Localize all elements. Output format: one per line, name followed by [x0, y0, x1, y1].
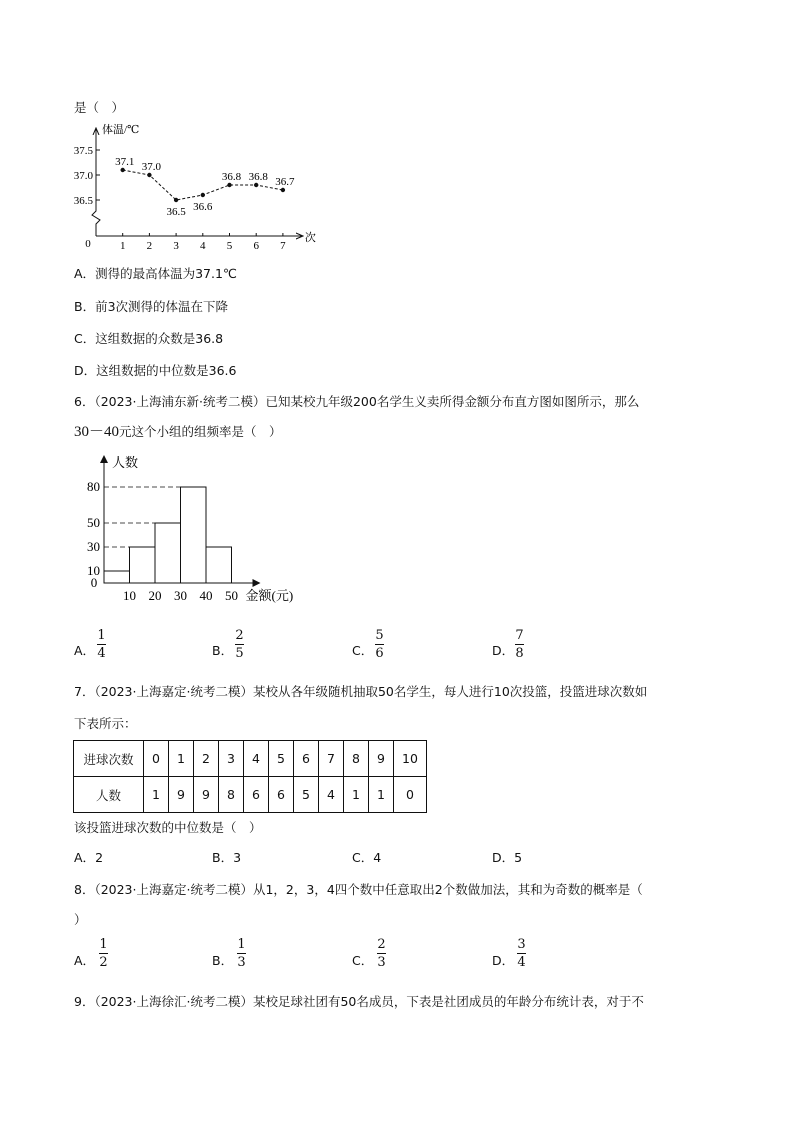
x-axis-label: 次	[304, 232, 316, 244]
q6-option-d-letter[interactable]: D．	[492, 643, 515, 658]
histogram-bar	[181, 487, 207, 583]
table-cell: 5	[269, 741, 294, 777]
x-tick-label: 30	[174, 588, 187, 603]
table-cell: 10	[394, 741, 427, 777]
question-text: 元这个小组的组频率是（ ）	[119, 424, 282, 439]
q7-option-c[interactable]	[352, 848, 381, 866]
x-tick-label: 40	[199, 588, 213, 603]
table-cell: 9	[194, 777, 219, 813]
table-cell: 9	[369, 741, 394, 777]
q8-option-a-fraction	[99, 938, 108, 969]
denominator: 8	[515, 646, 524, 661]
q5-option-b[interactable]	[74, 297, 228, 315]
q6-line1	[74, 392, 639, 410]
table-row	[74, 777, 427, 813]
q6-option-b-fraction	[235, 629, 244, 660]
data-label: 36.8	[221, 171, 242, 183]
option-text: 前3次测得的体温在下降	[95, 299, 229, 314]
option-letter: C．	[352, 850, 374, 865]
question-number: 7．	[74, 684, 95, 699]
data-point	[174, 198, 178, 202]
numerator: 2	[377, 937, 386, 952]
table-row	[74, 741, 427, 777]
x-tick-label: 6	[253, 240, 259, 252]
q5-option-d[interactable]	[74, 361, 236, 379]
question-number: 8．	[74, 882, 95, 897]
q6-option-b-letter[interactable]: B．	[212, 643, 234, 658]
data-point	[121, 168, 125, 172]
q5-option-c[interactable]	[74, 329, 223, 347]
table-cell: 0	[394, 777, 427, 813]
numerator: 1	[237, 937, 246, 952]
question-text: 某校足球社团有50名成员，下表是社团成员的年龄分布统计表，对于不	[252, 994, 644, 1009]
table-cell: 9	[169, 777, 194, 813]
q8-option-b-fraction	[237, 938, 246, 969]
y-axis-label: 人数	[112, 455, 139, 470]
table-header-cell: 人数	[74, 777, 144, 813]
q8-option-c-letter[interactable]: C．	[352, 953, 374, 968]
x-axis-label: 金额(元)	[245, 588, 294, 603]
question-source: （2023·上海浦东新·统考二模）	[94, 394, 266, 409]
numerator: 1	[99, 937, 108, 952]
option-letter: D．	[74, 363, 97, 378]
data-point	[147, 173, 151, 177]
table-cell: 1	[344, 777, 369, 813]
option-text: 3	[233, 850, 242, 865]
y-tick-label: 10	[87, 563, 100, 578]
option-text: 4	[373, 850, 382, 865]
denominator: 5	[235, 646, 244, 661]
y-tick-label: 37.0	[74, 170, 93, 182]
table-cell: 3	[219, 741, 244, 777]
q8-option-b-letter[interactable]: B．	[212, 953, 234, 968]
table-header-cell: 进球次数	[74, 741, 144, 777]
q6-option-c-letter[interactable]: C．	[352, 643, 374, 658]
numerator: 1	[97, 628, 106, 643]
y-tick-label: 36.5	[74, 195, 93, 207]
table-cell: 1	[169, 741, 194, 777]
q9-line1	[74, 992, 644, 1010]
temperature-line-chart	[74, 118, 334, 253]
table-cell: 1	[369, 777, 394, 813]
table-cell: 4	[244, 741, 269, 777]
option-letter: A．	[74, 266, 96, 281]
question-source: （2023·上海徐汇·统考二模）	[94, 994, 253, 1009]
y-tick-label: 30	[87, 539, 100, 554]
data-label: 36.8	[248, 171, 268, 183]
x-tick-label: 5	[226, 240, 233, 252]
q7-option-d[interactable]	[492, 848, 522, 866]
q6-option-a-fraction	[97, 629, 106, 660]
table-cell: 5	[294, 777, 319, 813]
option-text: 测得的最高体温为37.1℃	[95, 266, 237, 281]
origin-label: 0	[85, 238, 91, 250]
x-tick-label: 4	[200, 240, 206, 252]
q8-line1	[74, 880, 643, 898]
q5-stem-tail: 是（ ）	[74, 100, 125, 115]
data-label: 37.0	[141, 161, 162, 173]
q7-question: 该投篮进球次数的中位数是（ ）	[74, 820, 262, 835]
data-point	[281, 188, 285, 192]
question-text: 已知某校九年级200名学生义卖所得金额分布直方图如图所示，那么	[265, 394, 640, 409]
option-letter: B．	[74, 299, 96, 314]
table-cell: 7	[319, 741, 344, 777]
option-text: 2	[95, 850, 104, 865]
y-tick-label: 37.5	[74, 145, 93, 157]
q7-line1	[74, 682, 647, 700]
x-tick-label: 10	[123, 588, 136, 603]
q8-option-c-fraction	[377, 938, 386, 969]
q8-option-d-fraction	[517, 938, 526, 969]
q8-line2: ）	[74, 912, 87, 927]
table-cell: 8	[344, 741, 369, 777]
x-tick-label: 3	[173, 240, 179, 252]
numerator: 2	[235, 628, 244, 643]
table-cell: 1	[144, 777, 169, 813]
histogram-bar	[104, 571, 130, 583]
numerator: 5	[375, 628, 384, 643]
question-source: （2023·上海嘉定·统考二模）	[94, 684, 253, 699]
q6-option-a-letter[interactable]: A．	[74, 643, 96, 658]
question-number: 9．	[74, 994, 95, 1009]
q7-line2: 下表所示：	[74, 716, 137, 731]
y-tick-label: 80	[87, 479, 100, 494]
numerator: 7	[515, 628, 524, 643]
x-tick-label: 50	[225, 588, 238, 603]
data-point	[254, 183, 258, 187]
denominator: 6	[375, 646, 384, 661]
y-axis-label: 体温/℃	[102, 124, 140, 136]
q8-option-d-letter[interactable]: D．	[492, 953, 515, 968]
x-tick-label: 20	[148, 588, 162, 603]
data-point	[201, 193, 205, 197]
y-tick-label: 50	[87, 515, 100, 530]
shots-table	[73, 740, 427, 813]
x-tick-label: 1	[119, 240, 126, 252]
question-number: 6．	[74, 394, 95, 409]
table-cell: 6	[269, 777, 294, 813]
table-cell: 2	[194, 741, 219, 777]
option-text: 这组数据的众数是36.8	[95, 331, 224, 346]
question-text: 从1，2，3，4四个数中任意取出2个数做加法，其和为奇数的概率是（	[252, 882, 643, 897]
table-cell: 4	[319, 777, 344, 813]
numerator: 3	[517, 937, 526, 952]
y-axis	[92, 128, 100, 236]
histogram-bar	[130, 547, 156, 583]
table-cell: 0	[144, 741, 169, 777]
option-text: 5	[514, 850, 523, 865]
data-label: 36.6	[193, 201, 213, 213]
x-tick-label: 2	[146, 240, 153, 252]
data-point	[227, 183, 231, 187]
amount-histogram	[80, 452, 320, 612]
q6-option-d-fraction	[515, 629, 524, 660]
histogram-bar	[155, 523, 181, 583]
question-text: 某校从各年级随机抽取50名学生，每人进行10次投篮，投篮进球次数如	[252, 684, 648, 699]
table-cell: 6	[244, 777, 269, 813]
q8-option-a-letter[interactable]: A．	[74, 953, 96, 968]
option-letter: A．	[74, 850, 96, 865]
denominator: 3	[237, 955, 246, 970]
data-label: 37.1	[115, 156, 135, 168]
option-letter: D．	[492, 850, 515, 865]
q7-option-b[interactable]	[212, 848, 241, 866]
option-letter: C．	[74, 331, 96, 346]
histogram-bar	[206, 547, 232, 583]
data-label: 36.5	[166, 206, 186, 218]
denominator: 4	[97, 646, 106, 661]
q7-option-a[interactable]	[74, 848, 103, 866]
q6-option-c-fraction	[375, 629, 384, 660]
option-letter: B．	[212, 850, 234, 865]
range-expression: 30－40	[74, 424, 120, 440]
table-cell: 6	[294, 741, 319, 777]
table-cell: 8	[219, 777, 244, 813]
data-label: 36.7	[275, 176, 295, 188]
question-source: （2023·上海嘉定·统考二模）	[94, 882, 253, 897]
denominator: 3	[377, 955, 386, 970]
origin-label: 0	[90, 575, 98, 590]
denominator: 2	[99, 955, 108, 970]
option-text: 这组数据的中位数是36.6	[96, 363, 237, 378]
x-tick-label: 7	[280, 240, 286, 252]
q5-option-a[interactable]	[74, 264, 237, 282]
q6-line2	[74, 420, 282, 441]
denominator: 4	[517, 955, 526, 970]
